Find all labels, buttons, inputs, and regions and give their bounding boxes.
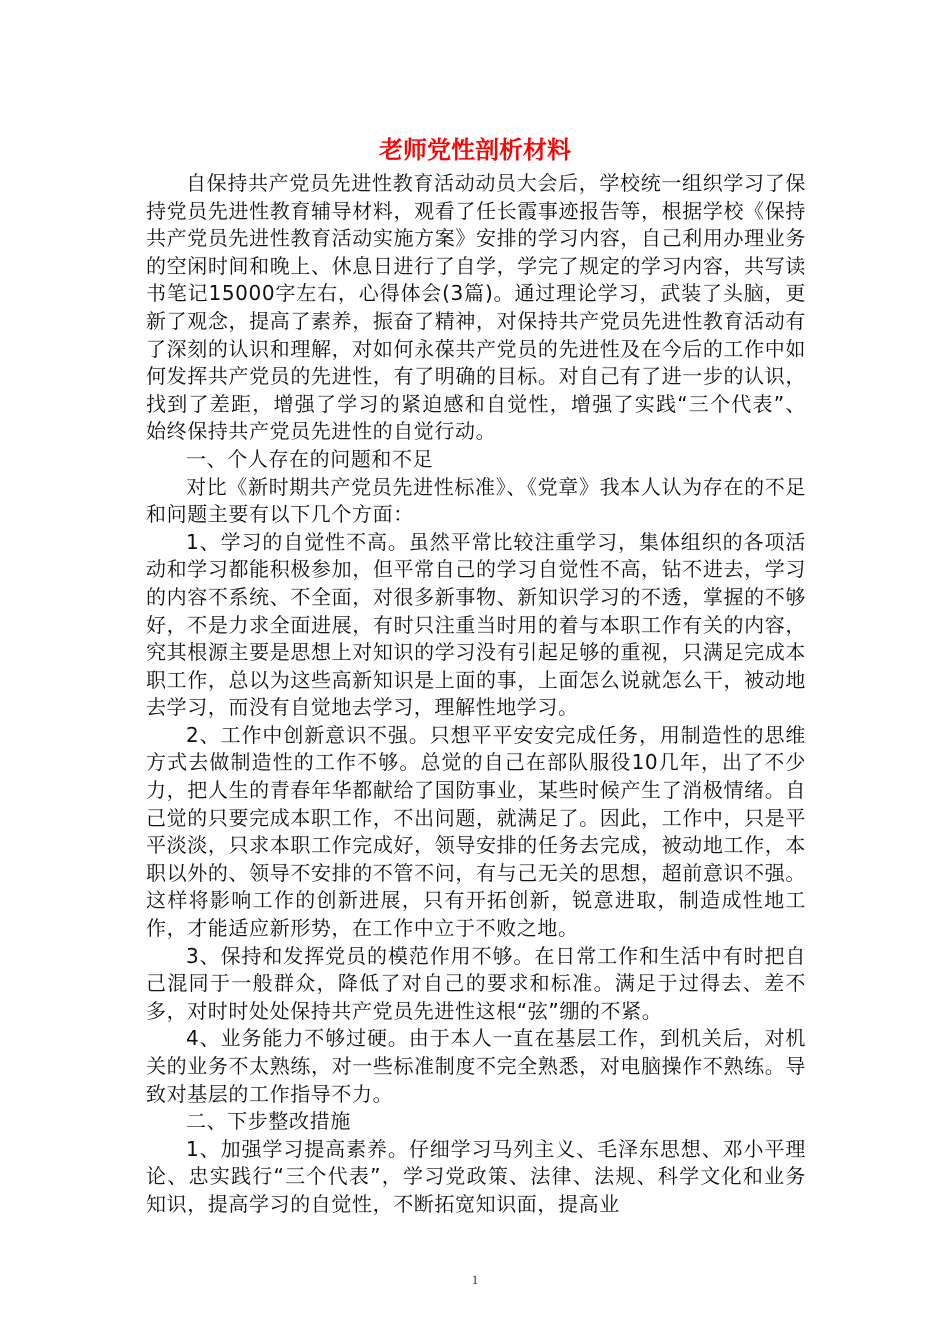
paragraph: 1、加强学习提高素养。仔细学习马列主义、毛泽东思想、邓小平理论、忠实践行“三个代表”，学习党政策、法律、法规、科学文化和业务知识，提高学习的自觉性，不断拓宽知识面，提高业 (146, 1136, 806, 1216)
page-number: 1 (471, 1272, 479, 1287)
paragraph: 自保持共产党员先进性教育活动动员大会后，学校统一组织学习了保持党员先进性教育辅导材料，观看了任长霞事迹报告等，根据学校《保持共产党员先进性教育活动实施方案》安排的学习内容，自己利用办理业务的空闲时间和晚上、休息日进行了自学，学完了规定的学习内容，共写读书笔记15000字左右，心得体会(3篇)。通过理论学习，武装了头脑，更新了观念，提高了素养，振奋了精神，对保持共产党员先进性教育活动有了深刻的认识和理解，对如何永葆共产党员的先进性及在今后的工作中如何发挥共产党员的先进性，有了明确的目标。对自己有了进一步的认识，找到了差距，增强了学习的紧迫感和自觉性，增强了实践“三个代表”、始终保持共产党员先进性的自觉行动。 (146, 171, 807, 444)
section-heading: 二、下步整改措施 (186, 1109, 351, 1134)
document-body (146, 170, 806, 1219)
paragraph: 2、工作中创新意识不强。只想平平安安完成任务，用制造性的思维方式去做制造性的工作不够。总觉的自己在部队服役10几年，出了不少力，把人生的青春年华都献给了国防事业，某些时候产生了消极情绪。自己觉的只要完成本职工作，不出问题，就满足了。因此，工作中，只是平平淡淡，只求本职工作完成好，领导安排的任务去完成，被动地工作，本职以外的、领导不安排的不管不问，有与己无关的思想，超前意识不强。这样将影响工作的创新进展，只有开拓创新，锐意进取，制造成性地工作，才能适应新形势，在工作中立于不败之地。 (146, 722, 806, 941)
paragraph: 4、业务能力不够过硬。由于本人一直在基层工作，到机关后，对机关的业务不太熟练，对一些标准制度不完全熟悉，对电脑操作不熟练。导致对基层的工作指导不力。 (146, 1026, 806, 1106)
paragraph: 对比《新时期共产党员先进性标准》、《党章》我本人认为存在的不足和问题主要有以下几个方面： (146, 474, 806, 527)
paragraph: 1、学习的自觉性不高。虽然平常比较注重学习，集体组织的各项活动和学习都能积极参加，但平常自己的学习自觉性不高，钻不进去，学习的内容不系统、不全面，对很多新事物、新知识学习的不透，掌握的不够好，不是力求全面进展，有时只注重当时用的着与本职工作有关的内容，究其根源主要是思想上对知识的学习没有引起足够的重视，只满足完成本职工作，总以为这些高新知识是上面的事，上面怎么说就怎么干，被动地去学习，而没有自觉地去学习，理解性地学习。 (146, 529, 806, 720)
document-title: 老师党性剖析材料 (379, 135, 571, 164)
section-heading: 一、个人存在的问题和不足 (186, 446, 434, 471)
paragraph: 3、保持和发挥党员的模范作用不够。在日常工作和生活中有时把自己混同于一般群众，降低了对自己的要求和标准。满足于过得去、差不多，对时时处处保持共产党员先进性这根“弦”绷的不紧。 (146, 943, 806, 1023)
